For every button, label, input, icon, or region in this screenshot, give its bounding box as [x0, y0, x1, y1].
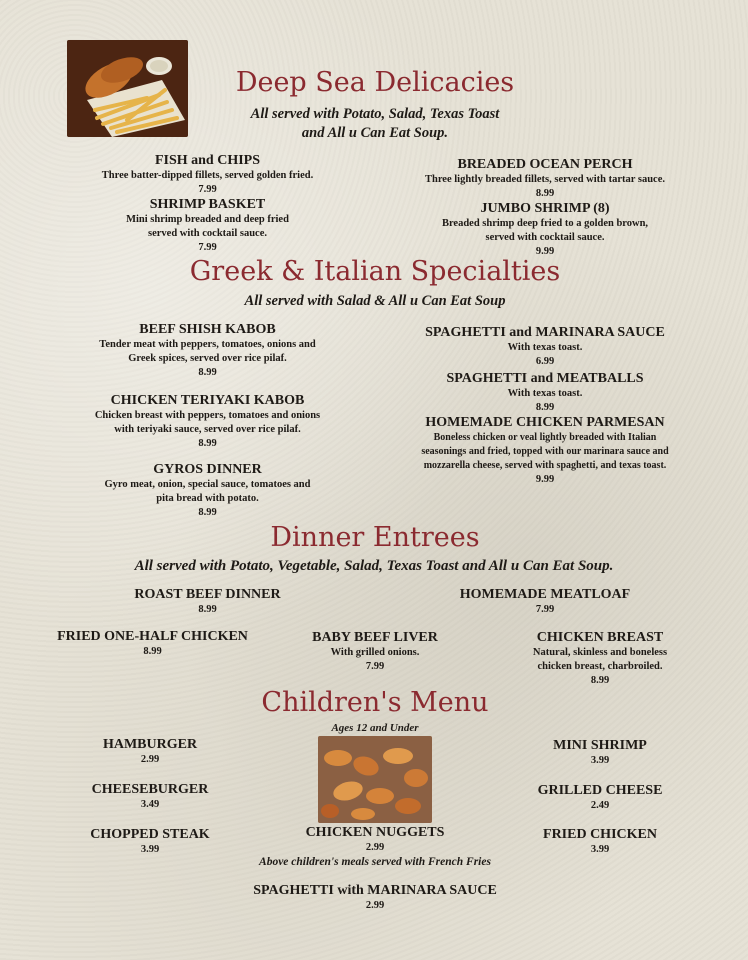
childrens-ages-note: Ages 12 and Under [331, 722, 419, 734]
item-name: SPAGHETTI and MEATBALLS [446, 371, 644, 386]
kids-item-fried-chicken [520, 826, 680, 856]
item-name: HOMEMADE MEATLOAF [459, 587, 631, 602]
item-name: HAMBURGER [102, 737, 198, 752]
item-name: BABY BEEF LIVER [312, 630, 438, 645]
item-price: 9.99 [535, 246, 555, 257]
item-description: served with cocktail sauce. [148, 228, 267, 239]
greek-italian-subtitle: All served with Salad & All u Can Eat Soup [244, 293, 506, 309]
greek-italian-title: Greek & Italian Specialties [189, 256, 561, 287]
item-description: Natural, skinless and boneless [532, 647, 668, 658]
item-price: 3.99 [590, 844, 610, 855]
item-name: CHICKEN TERIYAKI KABOB [110, 393, 305, 408]
menu-item-beef-shish-kabob [60, 321, 355, 379]
item-name: SHRIMP BASKET [149, 197, 266, 212]
menu-item-chicken-breast [505, 629, 695, 687]
item-name: CHICKEN BREAST [536, 630, 664, 645]
item-name: BREADED OCEAN PERCH [457, 157, 633, 172]
item-description: with teriyaki sauce, served over rice pilaf. [114, 424, 301, 435]
menu-item-chicken-parmesan [375, 414, 715, 486]
item-price: 9.99 [535, 474, 555, 485]
item-price: 6.99 [535, 356, 555, 367]
item-description: Breaded shrimp deep fried to a golden brown, [441, 218, 649, 229]
item-name: CHICKEN NUGGETS [305, 825, 445, 840]
seafood-subtitle-line1: All served with Potato, Salad, Texas Toast [250, 106, 500, 122]
item-price: 8.99 [535, 188, 555, 199]
item-name: FISH and CHIPS [154, 153, 261, 168]
item-price: 2.49 [590, 800, 610, 811]
kids-item-chopped-steak [70, 826, 230, 856]
menu-item-spaghetti-marinara [385, 324, 705, 368]
item-price: 8.99 [198, 507, 217, 518]
dinner-entrees-subtitle: All served with Potato, Vegetable, Salad, Texas Toast and All u Can Eat Soup. [134, 558, 614, 574]
item-name: SPAGHETTI with MARINARA SAUCE [253, 883, 497, 898]
item-description: With texas toast. [507, 388, 583, 399]
item-price: 8.99 [143, 646, 162, 657]
item-name: BEEF SHISH KABOB [139, 322, 276, 337]
seafood-title: Deep Sea Delicacies [235, 67, 515, 98]
item-name: ROAST BEEF DINNER [134, 587, 281, 602]
item-price: 3.49 [140, 799, 160, 810]
item-price: 7.99 [198, 184, 217, 195]
seafood-subtitle-line2: and All u Can Eat Soup. [301, 125, 449, 141]
item-price: 8.99 [198, 604, 217, 615]
kids-item-spaghetti-marinara [220, 882, 530, 912]
childrens-menu-title: Children's Menu [261, 687, 489, 718]
menu-item-baby-beef-liver [285, 629, 465, 673]
item-price: 3.99 [590, 755, 610, 766]
menu-item-fish-and-chips [60, 152, 355, 196]
item-description: Three lightly breaded fillets, served with tartar sauce. [424, 174, 665, 185]
menu-item-shrimp-basket [60, 196, 355, 254]
item-name: MINI SHRIMP [553, 738, 647, 753]
item-description: pita bread with potato. [156, 493, 259, 504]
item-description: With grilled onions. [330, 647, 420, 658]
menu-item-breaded-ocean-perch [390, 156, 700, 200]
item-name: SPAGHETTI and MARINARA SAUCE [425, 325, 665, 340]
menu-item-gyros-dinner [60, 461, 355, 519]
item-description: Three batter-dipped fillets, served golden fried. [101, 170, 314, 181]
menu-item-fried-half-chicken [40, 628, 265, 658]
kids-item-grilled-cheese [520, 782, 680, 812]
kids-item-hamburger [70, 736, 230, 766]
item-price: 8.99 [198, 367, 217, 378]
item-name: GYROS DINNER [153, 462, 262, 477]
item-price: 2.99 [140, 754, 160, 765]
item-name: JUMBO SHRIMP (8) [480, 201, 610, 216]
chicken-nuggets-photo [318, 736, 432, 823]
item-name: CHEESEBURGER [91, 782, 209, 797]
item-name: FRIED ONE-HALF CHICKEN [57, 629, 248, 644]
childrens-fries-note: Above children's meals served with French Fries [259, 856, 491, 868]
item-description: Greek spices, served over rice pilaf. [128, 353, 287, 364]
item-price: 8.99 [198, 438, 217, 449]
item-price: 3.99 [140, 844, 160, 855]
item-description: Tender meat with peppers, tomatoes, onions and [99, 339, 316, 350]
item-name: CHOPPED STEAK [90, 827, 210, 842]
menu-item-homemade-meatloaf [430, 586, 660, 616]
kids-item-chicken-nuggets [285, 824, 465, 854]
menu-item-chicken-teriyaki-kabob [60, 392, 355, 450]
item-description: served with cocktail sauce. [485, 232, 605, 243]
menu-item-jumbo-shrimp [390, 200, 700, 258]
item-description: Boneless chicken or veal lightly breaded with Italian [433, 432, 657, 443]
item-description: With texas toast. [507, 342, 583, 353]
menu-item-spaghetti-meatballs [385, 370, 705, 414]
item-price: 2.99 [365, 900, 385, 911]
item-description: Gyro meat, onion, special sauce, tomatoes and [104, 479, 311, 490]
item-description: seasonings and fried, topped with our marinara sauce and [421, 446, 669, 457]
kids-item-mini-shrimp [520, 737, 680, 767]
item-description: chicken breast, charbroiled. [537, 661, 663, 672]
item-name: GRILLED CHEESE [537, 783, 663, 798]
item-price: 7.99 [198, 242, 217, 253]
item-name: HOMEMADE CHICKEN PARMESAN [425, 415, 665, 430]
item-description: Mini shrimp breaded and deep fried [126, 214, 289, 225]
item-price: 8.99 [590, 675, 610, 686]
item-description: mozzarella cheese, served with spaghetti, and texas toast. [423, 460, 667, 471]
item-price: 7.99 [365, 661, 385, 672]
dinner-entrees-title: Dinner Entrees [270, 522, 480, 553]
item-price: 2.99 [365, 842, 385, 853]
kids-item-cheeseburger [70, 781, 230, 811]
item-name: FRIED CHICKEN [543, 827, 657, 842]
item-description: Chicken breast with peppers, tomatoes and onions [94, 410, 321, 421]
item-price: 7.99 [535, 604, 555, 615]
menu-item-roast-beef-dinner [100, 586, 315, 616]
item-price: 8.99 [535, 402, 555, 413]
fish-and-chips-photo [67, 40, 188, 137]
